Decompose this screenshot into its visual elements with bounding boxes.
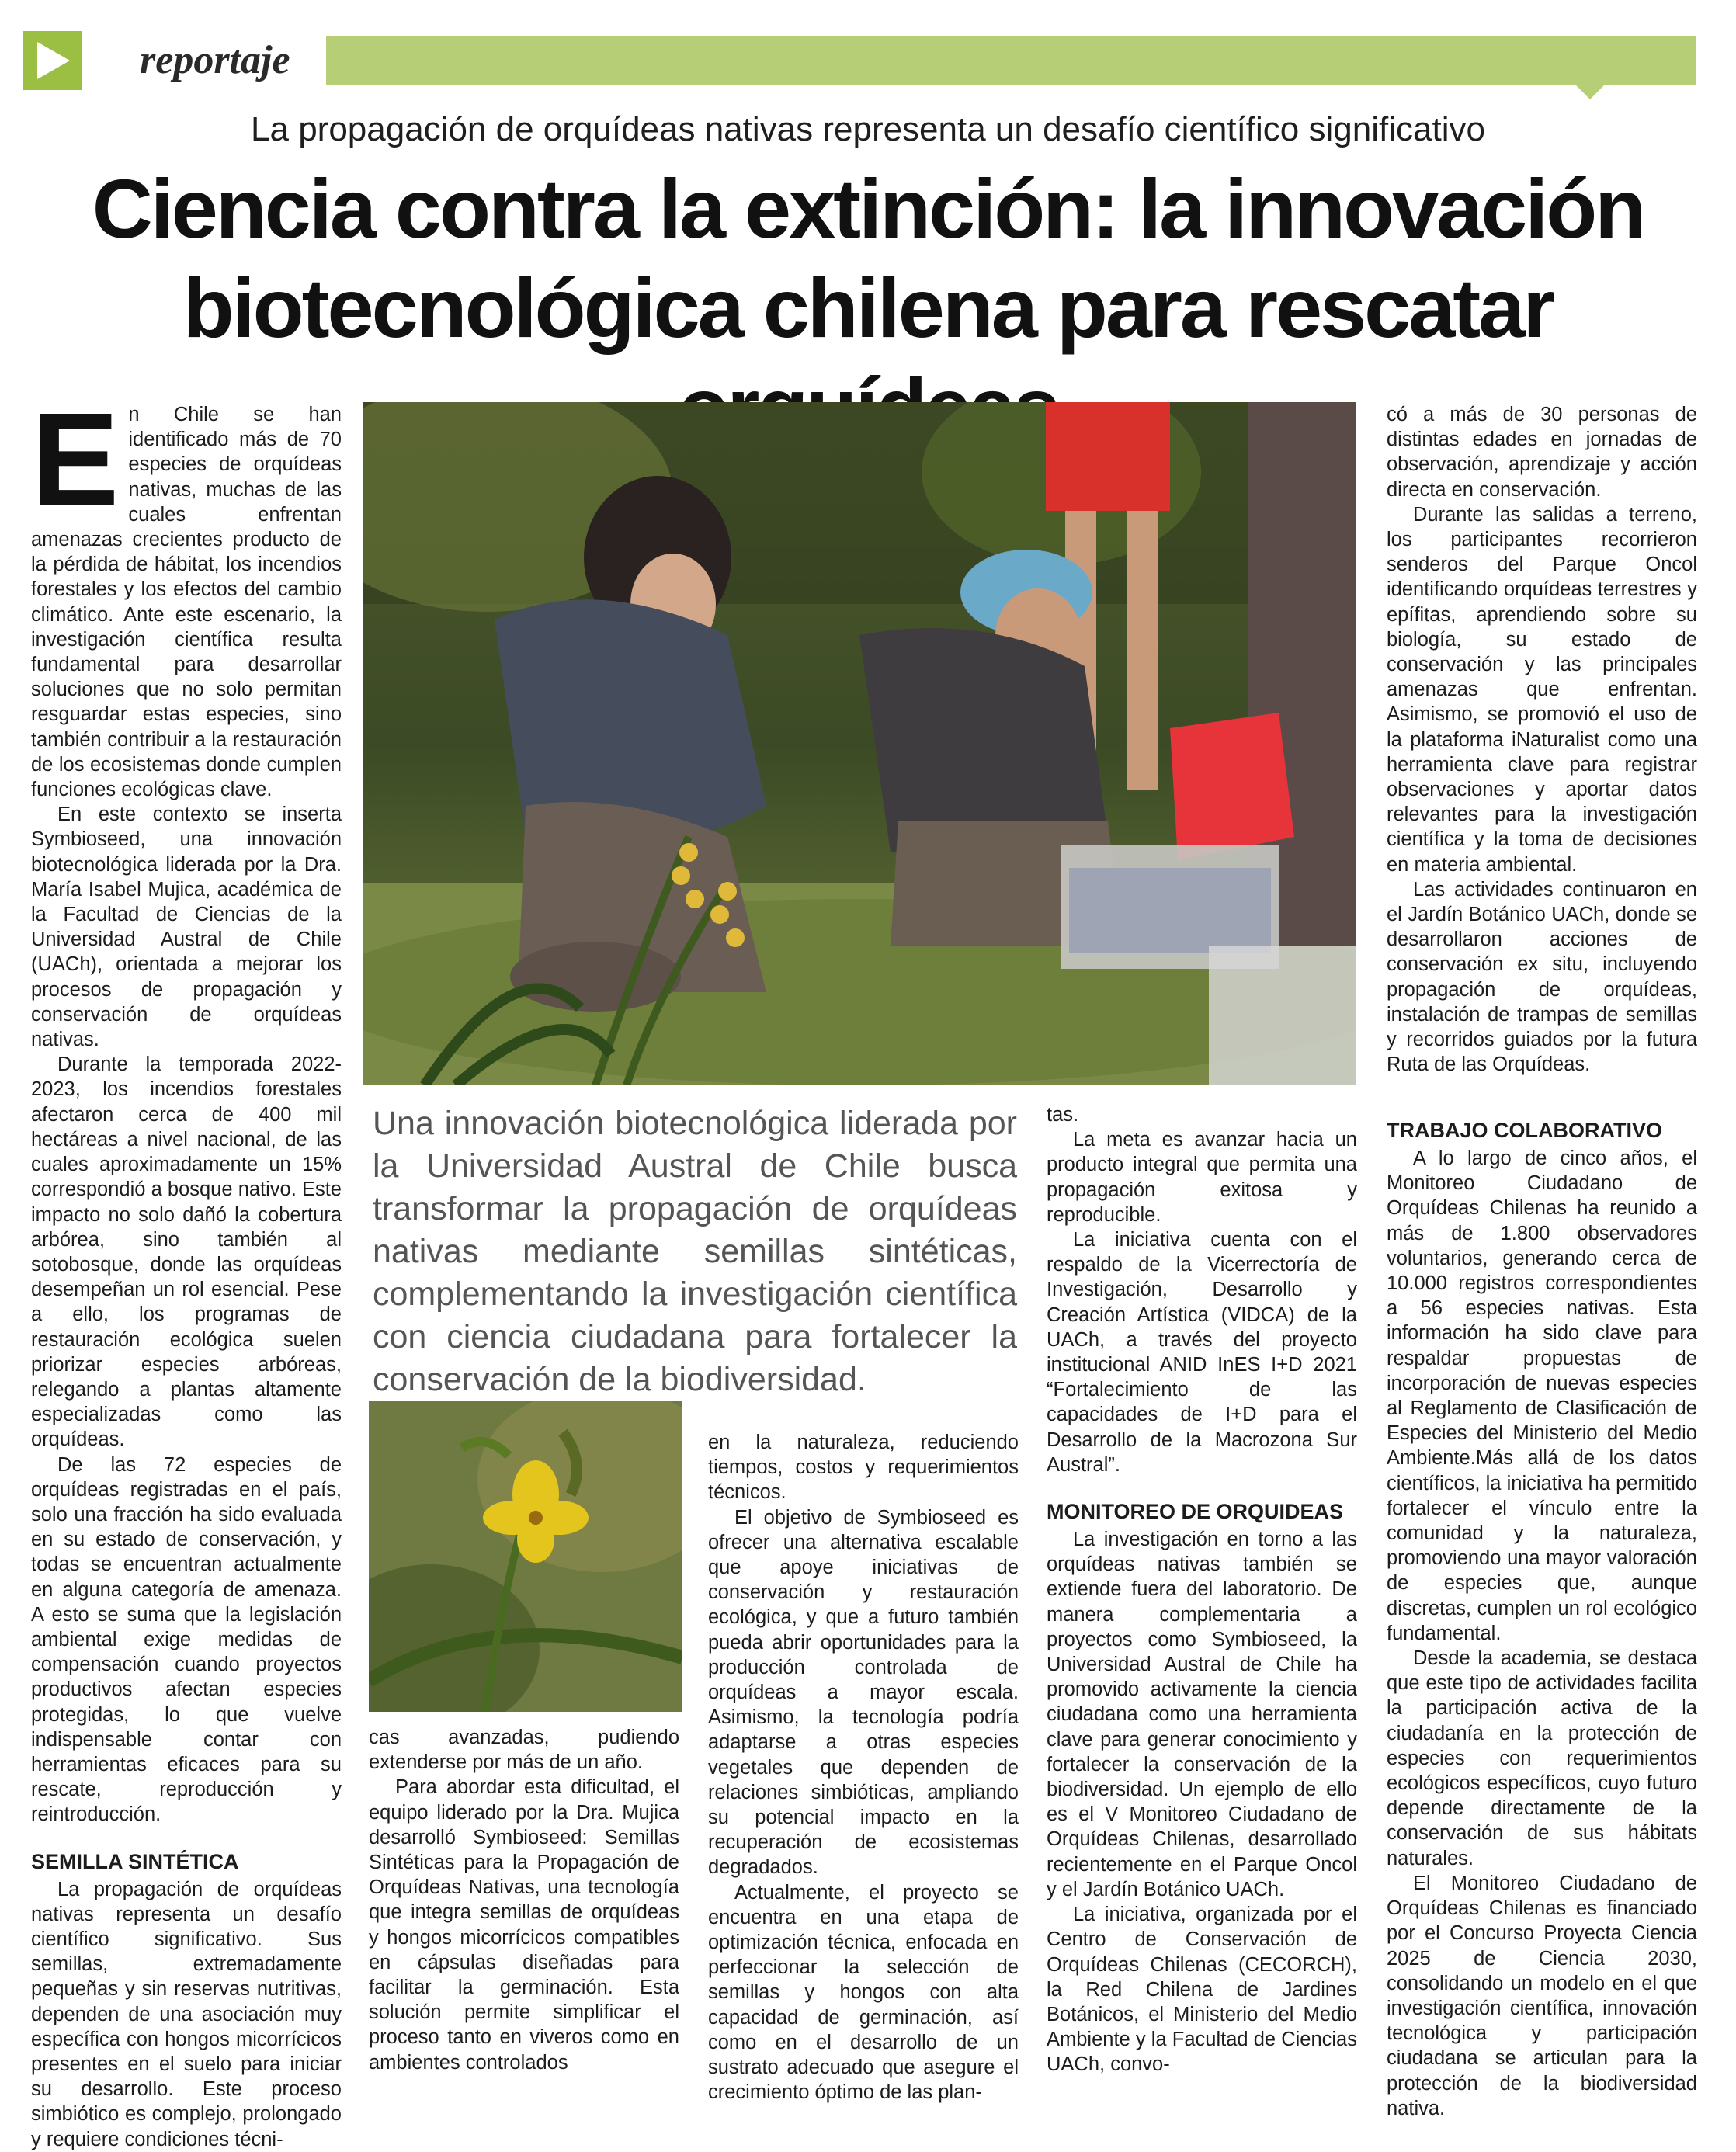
column-3 [708, 1430, 1019, 2105]
paragraph: La investigación en torno a las orquídeas nativas también se extiende fuera del laboratorio. De manera complementaria a proyectos como Symbioseed, la Universidad Austral de Chile ha promovido activamente la ciencia ciudadana como una herramienta clave para generar conocimiento y fortalecer la conservación de la biodiversidad. Un ejemplo de ello es el V Monitoreo Ciudadano de Orquídeas Chilenas, desarrollado recientemente en el Parque Oncol y el Jardín Botánico UACh. [1047, 1529, 1357, 1900]
section-band [23, 31, 1697, 90]
paragraph: có a más de 30 personas de distintas edades en jornadas de observación, aprendizaje y acción directa en conservación. [1387, 404, 1697, 501]
subheading-semilla-sintetica: SEMILLA SINTÉTICA [31, 1849, 239, 1873]
column-1 [31, 386, 342, 2152]
pull-quote: Una innovación biotecnológica liderada por la Universidad Austral de Chile busca transformar la propagación de orquídeas nativas mediante semillas sintéticas, complementando la investigación científica con ciencia ciudadana para fortalecer la conservación de la biodiversidad. [373, 1105, 1017, 1398]
main-photo [363, 402, 1356, 1085]
paragraph: Actualmente, el proyecto se encuentra en una etapa de optimización técnica, enfocada en perfeccionar la selección de semillas y hongos con alta capacidad de germinación, así como en el desarrollo de un sustrato adecuado que asegure el crecimiento óptimo de las plan- [708, 1881, 1019, 2104]
column-2 [369, 1725, 679, 2075]
paragraph: Las actividades continuaron en el Jardín Botánico UACh, donde se desarrollaron acciones de conservación ex situ, incluyendo propagación de orquídeas, instalación de trampas de semillas y recorridos guiados por la futura Ruta de las Orquídeas. [1387, 878, 1697, 1076]
paragraph: Para abordar esta dificultad, el equipo liderado por la Dra. Mujica desarrolló Symbioseed: Semillas Sintéticas para la Propagación de Orquídeas Nativas, una tecnología que integra semillas de orquídeas y hongos micorrícicos compatibles en cápsulas diseñadas para facilitar la germinación. Esta solución permite simplificar el proceso tanto en viveros como en ambientes controlados [369, 1776, 679, 2074]
drop-cap: E [31, 386, 120, 533]
subheading-monitoreo: MONITOREO DE ORQUIDEAS [1047, 1500, 1344, 1524]
subheading-trabajo-colaborativo: TRABAJO COLABORATIVO [1387, 1119, 1662, 1142]
paragraph: Desde la academia, se destaca que este tipo de actividades facilita la participación activa de la ciudadanía en la protección de especies con requerimientos ecológicos específicos, cuyo futuro depende directamente de la conservación de sus hábitats naturales. [1387, 1647, 1697, 1869]
headline-line-1: Ciencia contra la extinción: la innovación [92, 161, 1644, 255]
paragraph: En este contexto se inserta Symbioseed, una innovación biotecnológica liderada por la Dra. María Isabel Mujica, académica de la Facultad de Ciencias de la Universidad Austral de Chile (UACh), orientada a mejorar los procesos de propagación y conservación de orquídeas nativas. [31, 804, 342, 1051]
paragraph: A lo largo de cinco años, el Monitoreo Ciudadano de Orquídeas Chilenas ha reunido a más de 1.800 observadores voluntarios, generando cerca de 10.000 registros correspondientes a 56 especies nativas. Esta información ha sido clave para respaldar propuestas de incorporación de nuevas especies al Reglamento de Clasificación de Especies del Ministerio del Medio Ambiente.Más allá de los datos científicos, la iniciativa ha permitido fortalecer el vínculo entre la comunidad y la naturaleza, promoviendo una mayor valoración de especies que, aunque discretas, cumplen un rol ecológico fundamental. [1387, 1147, 1697, 1644]
orchid-flower-photo [369, 1401, 682, 1712]
paragraph: tas. [1047, 1104, 1079, 1126]
paragraph: De las 72 especies de orquídeas registradas en el país, solo una fracción ha sido evaluada en su estado de conservación, y todas se encuentran actualmente en alguna categoría de amenaza. A esto se suma que la legislación ambiental exige medidas de compensación cuando proyectos productivos afectan especies protegidas, lo que vuelve indispensable contar con herramientas eficaces para su rescate, reproducción y reintroducción. [31, 1453, 342, 1826]
paragraph: El Monitoreo Ciudadano de Orquídeas Chilenas es financiado por el Concurso Proyecta Ciencia 2025 de Ciencia 2030, consolidando un modelo en el que investigación científica, innovación tecnológica y participación ciudadana se articulan para la protección de la biodiversidad nativa. [1387, 1872, 1697, 2119]
column-5-continued [1387, 1118, 1697, 2121]
lead-paragraph: En Chile se han identificado más de 70 especies de orquídeas nativas, muchas de las cuales enfrentan amenazas crecientes producto de la pérdida de hábitat, los incendios forestales y los efectos del cambio climático. Ante este escenario, la investigación científica resulta fundamental para desarrollar soluciones que no solo permitan resguardar estas especies, sino también contribuir a la restauración de los ecosistemas donde cumplen funciones ecológicas clave. [31, 386, 342, 801]
paragraph: Durante las salidas a terreno, los participantes recorrieron senderos del Parque Oncol identificando orquídeas terrestres y epífitas, aprendiendo sobre su biología, su estado de conservación y las principales amenazas que enfrentan. Asimismo, se promovió el uso de la plataforma iNaturalist como una herramienta clave para registrar observaciones y aportar datos relevantes para la investigación científica y la toma de decisiones en materia ambiental. [1387, 503, 1697, 876]
section-bar-notch [1576, 85, 1604, 99]
paragraph: en la naturaleza, reduciendo tiempos, costos y requerimientos técnicos. [708, 1432, 1019, 1504]
column-4 [1047, 1102, 1357, 2077]
paragraph: La iniciativa, organizada por el Centro de Conservación de Orquídeas Chilenas (CECORCH), la Red Chilena de Jardines Botánicos, el Ministerio del Medio Ambiente y la Facultad de Ciencias UACh, convo- [1047, 1904, 1357, 2076]
headline-line-2: biotecnológica chilena para rescatar [182, 261, 1554, 355]
paragraph: La meta es avanzar hacia un producto integral que permita una propagación exitosa y reproducible. [1047, 1129, 1357, 1226]
section-bar [326, 36, 1696, 85]
kicker: La propagación de orquídeas nativas representa un desafío científico significativo [251, 110, 1485, 148]
section-label: reportaje [140, 38, 290, 82]
column-5 [1387, 402, 1697, 1077]
paragraph: La propagación de orquídeas nativas representa un desafío científico significativo. Sus semillas, extremadamente pequeñas y sin reservas nutritivas, dependen de una asociación muy específica con hongos micorrícicos presentes en el suelo para iniciar su desarrollo. Este proceso simbiótico es complejo, prolongado y requiere condiciones técni- [31, 1878, 342, 2150]
paragraph: cas avanzadas, pudiendo extenderse por más de un año. [369, 1727, 679, 1774]
paragraph: Durante la temporada 2022-2023, los incendios forestales afectaron cerca de 400 mil hectáreas a nivel nacional, de las cuales aproximadamente un 15% correspondió a bosque nativo. Este impacto no solo dañó la cobertura arbórea, sino también al sotobosque, donde las orquídeas desempeñan un rol esencial. Pese a ello, los programas de restauración ecológica suelen priorizar especies arbóreas, relegando a plantas altamente especializadas como las orquídeas. [31, 1053, 342, 1451]
paragraph: El objetivo de Symbioseed es ofrecer una alternativa escalable que apoye iniciativas de conservación y restauración ecológica, y que a futuro también pueda abrir oportunidades para la producción controlada de orquídeas a mayor escala. Asimismo, la tecnología podría adaptarse a otras especies vegetales que dependen de relaciones simbióticas, ampliando su potencial impacto en la recuperación de ecosistemas degradados. [708, 1506, 1019, 1879]
paragraph: La iniciativa cuenta con el respaldo de la Vicerrectoría de Investigación, Desarrollo y Creación Artística (VIDCA) de la UACh, a través del proyecto institucional ANID InES I+D 2021 “Fortalecimiento de las capacidades de I+D para el Desarrollo de la Macrozona Sur Austral”. [1047, 1229, 1357, 1476]
play-arrow-icon [23, 31, 82, 90]
